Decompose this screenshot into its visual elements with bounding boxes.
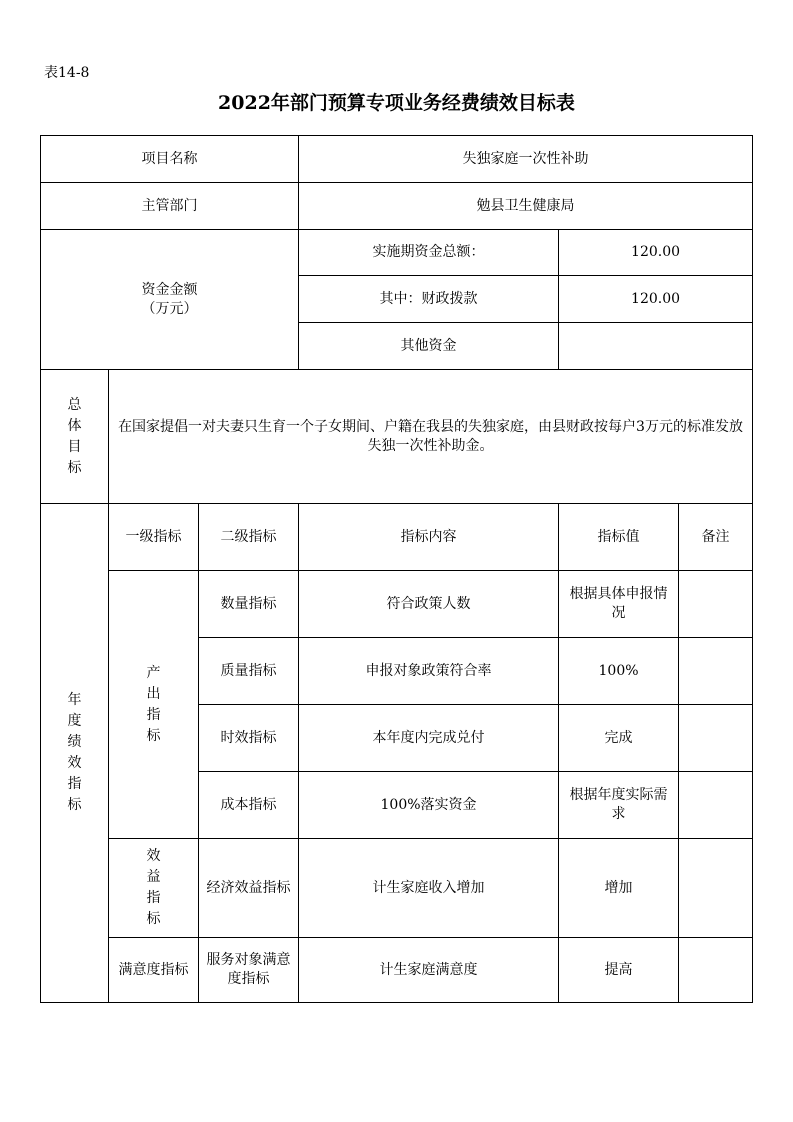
- benefit-indicator-label: 效益指标: [109, 839, 199, 938]
- header-level1: 一级指标: [109, 504, 199, 571]
- row-level2: 质量指标: [199, 638, 299, 705]
- output-indicator-label: 产出指标: [109, 571, 199, 839]
- page-title: 2022年部门预算专项业务经费绩效目标表: [218, 92, 575, 114]
- funds-total-row: [41, 230, 753, 276]
- row-value: 100%: [559, 638, 679, 705]
- form-number: 表14-8: [44, 65, 90, 81]
- performance-target-table: [40, 135, 753, 1003]
- row-value: 完成: [559, 705, 679, 772]
- indicator-header-row: [41, 504, 753, 571]
- header-content: 指标内容: [299, 504, 559, 571]
- row-note: [679, 938, 753, 1003]
- funds-other-value: [559, 323, 753, 370]
- header-level2: 二级指标: [199, 504, 299, 571]
- row-level2: 数量指标: [199, 571, 299, 638]
- row-note: [679, 705, 753, 772]
- row-content: 计生家庭收入增加: [299, 839, 559, 938]
- row-content: 计生家庭满意度: [299, 938, 559, 1003]
- funds-label-line1: 资金金额: [141, 281, 198, 298]
- satisfaction-indicator-label: 满意度指标: [109, 938, 199, 1003]
- project-value: 失独家庭一次性补助: [299, 136, 753, 183]
- indicator-section-label: 年度绩效指标: [41, 504, 109, 1003]
- header-note: 备注: [679, 504, 753, 571]
- row-note: [679, 638, 753, 705]
- funds-total-value: 120.00: [559, 230, 753, 276]
- row-value: 增加: [559, 839, 679, 938]
- funds-total-label: 实施期资金总额：: [299, 230, 559, 276]
- overall-goal-row: [41, 370, 753, 504]
- funds-fiscal-label: 其中：财政拨款: [299, 276, 559, 323]
- row-level2: 成本指标: [199, 772, 299, 839]
- funds-fiscal-value: 120.00: [559, 276, 753, 323]
- row-value: 根据具体申报情况: [559, 571, 679, 638]
- project-row: [41, 136, 753, 183]
- funds-label: [41, 230, 299, 370]
- funds-other-label: 其他资金: [299, 323, 559, 370]
- row-content: 100%落实资金: [299, 772, 559, 839]
- department-row: [41, 183, 753, 230]
- row-note: [679, 839, 753, 938]
- header-value: 指标值: [559, 504, 679, 571]
- row-level2: 时效指标: [199, 705, 299, 772]
- row-value: 根据年度实际需求: [559, 772, 679, 839]
- table-row: [41, 571, 753, 638]
- row-level2: 服务对象满意度指标: [199, 938, 299, 1003]
- department-label: 主管部门: [41, 183, 299, 230]
- row-note: [679, 772, 753, 839]
- funds-label-line2: （万元）: [141, 300, 198, 317]
- row-content: 本年度内完成兑付: [299, 705, 559, 772]
- row-content: 申报对象政策符合率: [299, 638, 559, 705]
- department-value: 勉县卫生健康局: [299, 183, 753, 230]
- row-content: 符合政策人数: [299, 571, 559, 638]
- row-value: 提高: [559, 938, 679, 1003]
- table-row: [41, 839, 753, 938]
- project-label: 项目名称: [41, 136, 299, 183]
- overall-goal-text: 在国家提倡一对夫妻只生育一个子女期间、户籍在我县的失独家庭，由县财政按每户3万元的标准发放失独一次性补助金。: [109, 370, 753, 504]
- row-level2: 经济效益指标: [199, 839, 299, 938]
- row-note: [679, 571, 753, 638]
- overall-goal-label: 总体目标: [41, 370, 109, 504]
- table-row: [41, 938, 753, 1003]
